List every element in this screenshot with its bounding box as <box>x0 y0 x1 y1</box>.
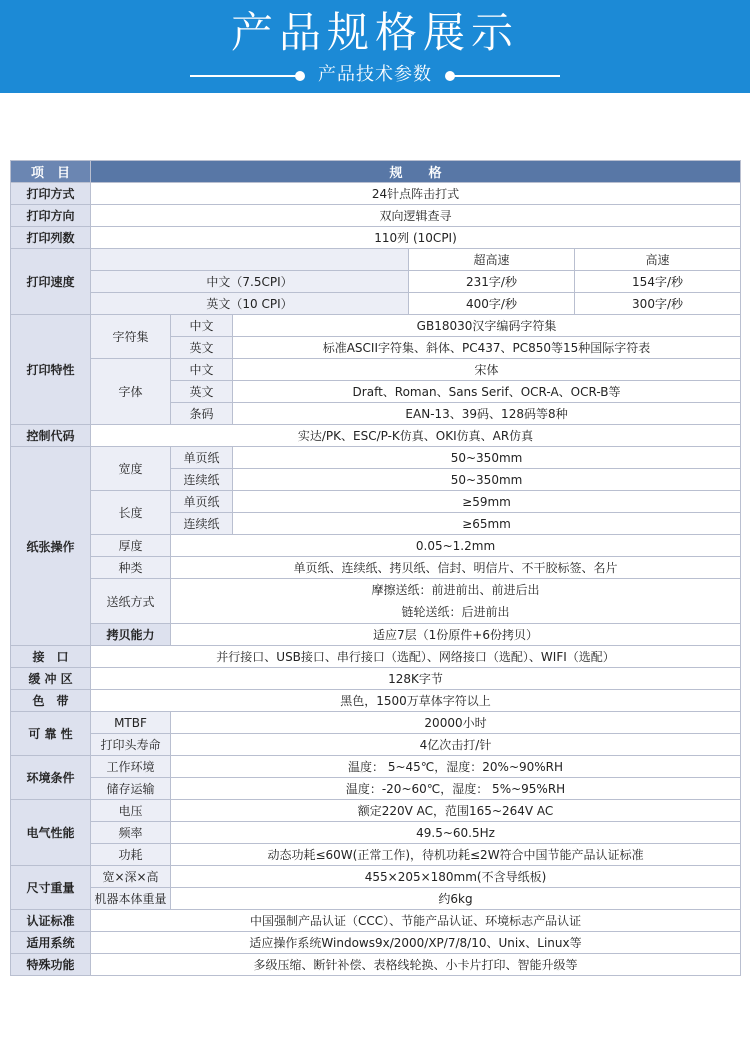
row-label: 控制代码 <box>11 425 91 447</box>
sub-name: 英文 <box>171 381 233 403</box>
row-value: 50~350mm <box>233 447 741 469</box>
row-label: 打印方向 <box>11 205 91 227</box>
sub-label: 种类 <box>91 557 171 579</box>
sub-label: 字符集 <box>91 315 171 359</box>
table-row <box>11 227 741 249</box>
row-value: EAN-13、39码、128码等8种 <box>233 403 741 425</box>
table-row <box>11 491 741 513</box>
header-banner <box>0 0 750 93</box>
row-value: 24针点阵击打式 <box>91 183 741 205</box>
feed-line: 摩擦送纸：前进前出、前进后出 <box>371 583 540 597</box>
row-value: 实达/PK、ESC/P-K仿真、OKI仿真、AR仿真 <box>91 425 741 447</box>
table-row <box>11 822 741 844</box>
table-row <box>11 778 741 800</box>
sub-label: 功耗 <box>91 844 171 866</box>
sub-label: 频率 <box>91 822 171 844</box>
table-row <box>11 205 741 227</box>
table-row <box>11 447 741 469</box>
sub-label: 宽度 <box>91 447 171 491</box>
table-row <box>11 734 741 756</box>
row-label: 打印特性 <box>11 315 91 425</box>
feed-line: 链轮送纸：后进前出 <box>401 605 510 619</box>
page-title: 产品规格展示 <box>230 8 519 57</box>
row-value: 适应7层（1份原件+6份拷贝） <box>171 624 741 646</box>
table-row <box>11 866 741 888</box>
table-row <box>11 910 741 932</box>
row-value <box>171 579 741 624</box>
speed-row-name: 英文（10 CPI） <box>91 293 409 315</box>
sub-name: 连续纸 <box>171 513 233 535</box>
row-value: 中国强制产品认证（CCC）、节能产品认证、环境标志产品认证 <box>91 910 741 932</box>
row-value: 温度： 5~45℃，湿度：20%~90%RH <box>171 756 741 778</box>
speed-row-name: 中文（7.5CPI） <box>91 271 409 293</box>
speed-mode: 超高速 <box>409 249 575 271</box>
row-label: 纸张操作 <box>11 447 91 646</box>
speed-value: 300字/秒 <box>575 293 741 315</box>
row-value: 128K字节 <box>91 668 741 690</box>
row-label: 打印速度 <box>11 249 91 315</box>
row-label: 色 带 <box>11 690 91 712</box>
row-value: 温度：-20~60℃，湿度： 5%~95%RH <box>171 778 741 800</box>
speed-value: 231字/秒 <box>409 271 575 293</box>
row-value: 50~350mm <box>233 469 741 491</box>
sub-name: 中文 <box>171 359 233 381</box>
speed-value: 154字/秒 <box>575 271 741 293</box>
page-subtitle: 产品技术参数 <box>318 64 432 85</box>
row-value: 黑色，1500万草体字符以上 <box>91 690 741 712</box>
table-header-row <box>11 161 741 183</box>
table-row <box>11 954 741 976</box>
sub-label: 打印头寿命 <box>91 734 171 756</box>
sub-name: 英文 <box>171 337 233 359</box>
row-value: 20000小时 <box>171 712 741 734</box>
speed-mode: 高速 <box>575 249 741 271</box>
decorative-line-right <box>450 75 560 77</box>
row-label: 拷贝能力 <box>91 624 171 646</box>
row-value: 49.5~60.5Hz <box>171 822 741 844</box>
sub-label: 宽×深×高 <box>91 866 171 888</box>
row-label: 打印方式 <box>11 183 91 205</box>
table-row <box>11 249 741 271</box>
row-value: 宋体 <box>233 359 741 381</box>
row-label: 缓 冲 区 <box>11 668 91 690</box>
sub-label: 送纸方式 <box>91 579 171 624</box>
table-row <box>11 690 741 712</box>
sub-name: 连续纸 <box>171 469 233 491</box>
row-label: 电气性能 <box>11 800 91 866</box>
sub-label: MTBF <box>91 712 171 734</box>
sub-name: 单页纸 <box>171 491 233 513</box>
sub-label: 厚度 <box>91 535 171 557</box>
row-value: 4亿次击打/针 <box>171 734 741 756</box>
row-label: 打印列数 <box>11 227 91 249</box>
row-value: 110列 (10CPI) <box>91 227 741 249</box>
row-value: 额定220V AC，范围165~264V AC <box>171 800 741 822</box>
speed-value: 400字/秒 <box>409 293 575 315</box>
row-value: Draft、Roman、Sans Serif、OCR-A、OCR-B等 <box>233 381 741 403</box>
row-value: 约6kg <box>171 888 741 910</box>
table-row <box>11 535 741 557</box>
row-label: 可 靠 性 <box>11 712 91 756</box>
header-item: 项 目 <box>11 161 91 183</box>
row-label: 特殊功能 <box>11 954 91 976</box>
row-label: 环境条件 <box>11 756 91 800</box>
table-row <box>11 271 741 293</box>
table-row <box>11 183 741 205</box>
row-value: ≥59mm <box>233 491 741 513</box>
row-value: 单页纸、连续纸、拷贝纸、信封、明信片、不干胶标签、名片 <box>171 557 741 579</box>
row-value: ≥65mm <box>233 513 741 535</box>
table-row <box>11 579 741 624</box>
row-value: 455×205×180mm(不含导纸板) <box>171 866 741 888</box>
row-value: 双向逻辑查寻 <box>91 205 741 227</box>
row-value: 0.05~1.2mm <box>171 535 741 557</box>
table-row <box>11 888 741 910</box>
sub-label: 工作环境 <box>91 756 171 778</box>
sub-name: 中文 <box>171 315 233 337</box>
sub-name: 条码 <box>171 403 233 425</box>
row-value: 适应操作系统Windows9x/2000/XP/7/8/10、Unix、Linux等 <box>91 932 741 954</box>
sub-label: 机器本体重量 <box>91 888 171 910</box>
table-row <box>11 315 741 337</box>
table-row <box>11 624 741 646</box>
table-row <box>11 668 741 690</box>
row-value: 多级压缩、断针补偿、表格线轮换、小卡片打印、智能升级等 <box>91 954 741 976</box>
row-value: 动态功耗≤60W(正常工作)，待机功耗≤2W符合中国节能产品认证标准 <box>171 844 741 866</box>
table-row <box>11 293 741 315</box>
row-value: GB18030汉字编码字符集 <box>233 315 741 337</box>
row-label: 适用系统 <box>11 932 91 954</box>
sub-label: 电压 <box>91 800 171 822</box>
table-row <box>11 359 741 381</box>
row-label: 接 口 <box>11 646 91 668</box>
row-label: 尺寸重量 <box>11 866 91 910</box>
sub-name: 单页纸 <box>171 447 233 469</box>
table-row <box>11 557 741 579</box>
table-row <box>11 425 741 447</box>
speed-blank <box>91 249 409 271</box>
spec-table <box>10 160 741 976</box>
table-row <box>11 646 741 668</box>
table-row <box>11 712 741 734</box>
row-value: 并行接口、USB接口、串行接口（选配）、网络接口（选配）、WIFI（选配） <box>91 646 741 668</box>
header-spec: 规 格 <box>91 161 741 183</box>
row-label: 认证标准 <box>11 910 91 932</box>
sub-label: 储存运输 <box>91 778 171 800</box>
table-row <box>11 800 741 822</box>
table-row <box>11 932 741 954</box>
table-row <box>11 756 741 778</box>
sub-label: 字体 <box>91 359 171 425</box>
sub-label: 长度 <box>91 491 171 535</box>
row-value: 标准ASCII字符集、斜体、PC437、PC850等15种国际字符表 <box>233 337 741 359</box>
table-row <box>11 844 741 866</box>
